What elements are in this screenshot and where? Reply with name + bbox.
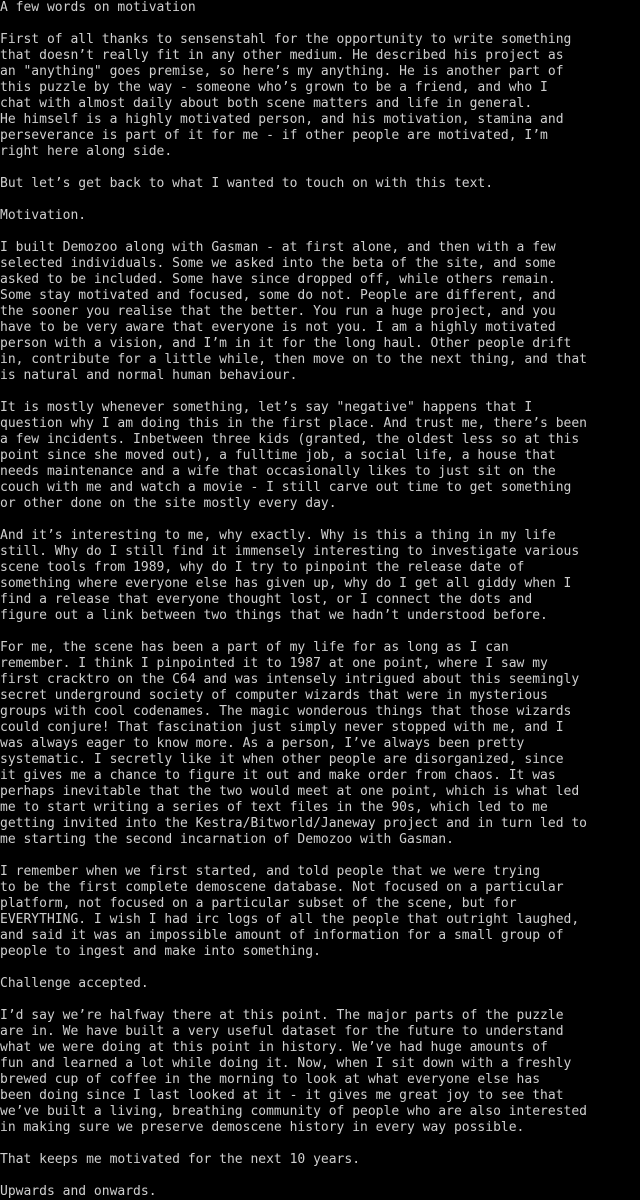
text-line: He himself is a highly motivated person, and his motivation, stamina and	[0, 112, 564, 127]
text-line: First of all thanks to sensenstahl for the opportunity to write something	[0, 32, 572, 47]
text-line: people to ingest and make into something.	[0, 944, 321, 959]
text-line: Motivation.	[0, 208, 87, 223]
text-line: it gives me a chance to figure it out and make order from chaos. It was	[0, 768, 556, 783]
text-line: first cracktro on the C64 and was intensely intrigued about this seemingly	[0, 672, 580, 687]
text-line: selected individuals. Some we asked into the beta of the site, and some	[0, 256, 556, 271]
text-line: me to start writing a series of text files in the 90s, which led to me	[0, 800, 548, 815]
text-line: have to be very aware that everyone is not you. I am a highly motivated	[0, 320, 556, 335]
text-line: question why I am doing this in the first place. And trust me, there’s been	[0, 416, 587, 431]
text-line: Upwards and onwards.	[0, 1184, 157, 1199]
text-line: That keeps me motivated for the next 10 years.	[0, 1152, 361, 1167]
text-line: me starting the second incarnation of Demozoo with Gasman.	[0, 832, 454, 847]
text-line: platform, not focused on a particular subset of the scene, but for	[0, 896, 517, 911]
text-line: right here along side.	[0, 144, 173, 159]
text-line: Challenge accepted.	[0, 976, 149, 991]
text-line: chat with almost daily about both scene matters and life in general.	[0, 96, 533, 111]
text-line: I built Demozoo along with Gasman - at first alone, and then with a few	[0, 240, 556, 255]
text-line: that doesn’t really fit in any other medium. He described his project as	[0, 48, 564, 63]
text-line: asked to be included. Some have since dropped off, while others remain.	[0, 272, 556, 287]
text-line: in making sure we preserve demoscene history in every way possible.	[0, 1120, 525, 1135]
text-line: we’ve built a living, breathing community of people who are also interested	[0, 1104, 587, 1119]
text-line: fun and learned a lot while doing it. Now, when I sit down with a freshly	[0, 1056, 572, 1071]
text-line: secret underground society of computer wizards that were in mysterious	[0, 688, 548, 703]
text-line: what we were doing at this point in history. We’ve had huge amounts of	[0, 1040, 548, 1055]
text-line: person with a vision, and I’m in it for the long haul. Other people drift	[0, 336, 572, 351]
text-line: I’d say we’re halfway there at this point. The major parts of the puzzle	[0, 1008, 564, 1023]
text-line: groups with cool codenames. The magic wonderous things that those wizards	[0, 704, 572, 719]
text-line: something where everyone else has given up, why do I get all giddy when I	[0, 576, 572, 591]
text-line: But let’s get back to what I wanted to touch on with this text.	[0, 176, 494, 191]
text-line: an "anything" goes premise, so here’s my anything. He is another part of	[0, 64, 564, 79]
text-line: perhaps inevitable that the two would meet at one point, which is what led	[0, 784, 580, 799]
text-line: couch with me and watch a movie - I still carve out time to get something	[0, 480, 572, 495]
text-line: brewed cup of coffee in the morning to look at what everyone else has	[0, 1072, 541, 1087]
text-line: Some stay motivated and focused, some do not. People are different, and	[0, 288, 556, 303]
text-line: the sooner you realise that the better. You run a huge project, and you	[0, 304, 556, 319]
text-line: or other done on the site mostly every day.	[0, 496, 337, 511]
text-line: And it’s interesting to me, why exactly. Why is this a thing in my life	[0, 528, 556, 543]
text-line: remember. I think I pinpointed it to 1987 at one point, where I saw my	[0, 656, 548, 671]
text-line: point since she moved out), a fulltime job, a social life, a house that	[0, 448, 556, 463]
text-line: A few words on motivation	[0, 0, 196, 15]
text-line: been doing since I last looked at it - it gives me great joy to see that	[0, 1088, 564, 1103]
text-line: scene tools from 1989, why do I try to pinpoint the release date of	[0, 560, 525, 575]
text-line: find a release that everyone thought lost, or I connect the dots and	[0, 592, 533, 607]
text-line: to be the first complete demoscene database. Not focused on a particular	[0, 880, 564, 895]
text-line: could conjure! That fascination just simply never stopped with me, and I	[0, 720, 564, 735]
text-line: figure out a link between two things that we hadn’t understood before.	[0, 608, 548, 623]
text-line: is natural and normal human behaviour.	[0, 368, 298, 383]
text-line: was always eager to know more. As a person, I’ve always been pretty	[0, 736, 525, 751]
text-line: getting invited into the Kestra/Bitworld/Janeway project and in turn led to	[0, 816, 587, 831]
text-line: in, contribute for a little while, then move on to the next thing, and that	[0, 352, 587, 367]
text-line: systematic. I secretly like it when other people are disorganized, since	[0, 752, 564, 767]
text-line: EVERYTHING. I wish I had irc logs of all the people that outright laughed,	[0, 912, 580, 927]
text-line: this puzzle by the way - someone who’s grown to be a friend, and who I	[0, 80, 548, 95]
text-line: and said it was an impossible amount of information for a small group of	[0, 928, 564, 943]
text-line: needs maintenance and a wife that occasionally likes to just sit on the	[0, 464, 556, 479]
text-line: For me, the scene has been a part of my life for as long as I can	[0, 640, 509, 655]
text-line: It is mostly whenever something, let’s say "negative" happens that I	[0, 400, 533, 415]
text-line: still. Why do I still find it immensely interesting to investigate various	[0, 544, 580, 559]
text-line: a few incidents. Inbetween three kids (granted, the oldest less so at this	[0, 432, 580, 447]
text-line: I remember when we first started, and told people that we were trying	[0, 864, 541, 879]
text-line: perseverance is part of it for me - if other people are motivated, I’m	[0, 128, 548, 143]
text-line: are in. We have built a very useful dataset for the future to understand	[0, 1024, 564, 1039]
